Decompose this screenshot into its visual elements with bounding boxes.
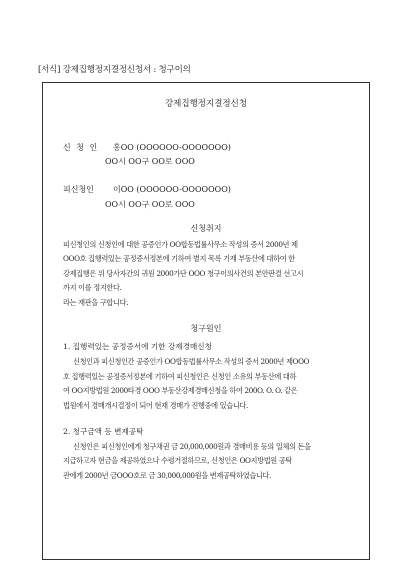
respondent-role: 피신청인 bbox=[63, 185, 94, 194]
purpose-line: 피신청인의 신청인에 대한 공증인가 OO합동법률사무소 작성의 증서 2000년 제 bbox=[63, 240, 298, 249]
cause-line: 신청인과 피신청인간 공증인가 OO합동법률사무소 작성의 증서 2000년 제OOO bbox=[73, 357, 310, 366]
cause-line: 신청인은 피신청인에게 청구채권 금 20,000,000원과 경매비용 등의 일체의 돈을 bbox=[73, 442, 311, 451]
applicant-name: 홍OO (OOOOOO-OOOOOOO) bbox=[113, 143, 231, 152]
cause-line: 법원에서 경매개시결정이 되어 현재 경매가 진행중에 있습니다. bbox=[63, 401, 248, 410]
purpose-line: 까지 이를 정지한다. bbox=[63, 283, 122, 292]
applicant-role: 신 청 인 bbox=[63, 143, 99, 152]
cause-line: 지급하고자 현금을 제공하였으나 수령거절하므로, 신청인은 OO지방법원 공탁 bbox=[63, 456, 293, 465]
respondent-name: 이OO (OOOOOO-OOOOOOO) bbox=[113, 185, 231, 194]
purpose-line: 라는 재판을 구합니다. bbox=[63, 298, 129, 307]
cause-heading: 청구원인 bbox=[190, 324, 222, 333]
purpose-line: 강제집행은 위 당사자간의 귀원 2000가단 OOO 청구이의사건의 본안판결 선고시 bbox=[63, 269, 304, 278]
document-title: 강제집행정지결정신청 bbox=[164, 99, 248, 109]
respondent-address: OO시 OO구 OO로 OOO bbox=[105, 200, 195, 209]
cause-item-title: 1. 집행력있는 공정증서에 기한 강제경매신청 bbox=[63, 342, 212, 351]
purpose-heading: 신청취지 bbox=[190, 224, 222, 233]
cause-line: 여 OO지방법원 2000타경 OOO 부동산강제경매신청을 하여 200O. O. O. 같은 bbox=[63, 386, 298, 395]
cause-item-title: 2. 청구금액 등 변제공탁 bbox=[63, 427, 144, 436]
form-header: [서식] 강제집행정지결정신청서 : 청구이의 bbox=[38, 65, 191, 75]
cause-line: 관에게 2000년 금OOO호로 금 30,000,000원을 변제공탁하였습니다. bbox=[63, 471, 272, 480]
document-frame bbox=[42, 82, 370, 560]
purpose-line: OOO호 집행력있는 공정증서정본에 기하여 별지 목록 기재 부동산에 대하여 한 bbox=[63, 254, 295, 263]
cause-line: 호 집행력있는 공정증서정본에 기하여 피신청인은 신청인 소유의 부동산에 대하 bbox=[63, 372, 297, 381]
applicant-address: OO시 OO구 OO로 OOO bbox=[105, 157, 195, 166]
